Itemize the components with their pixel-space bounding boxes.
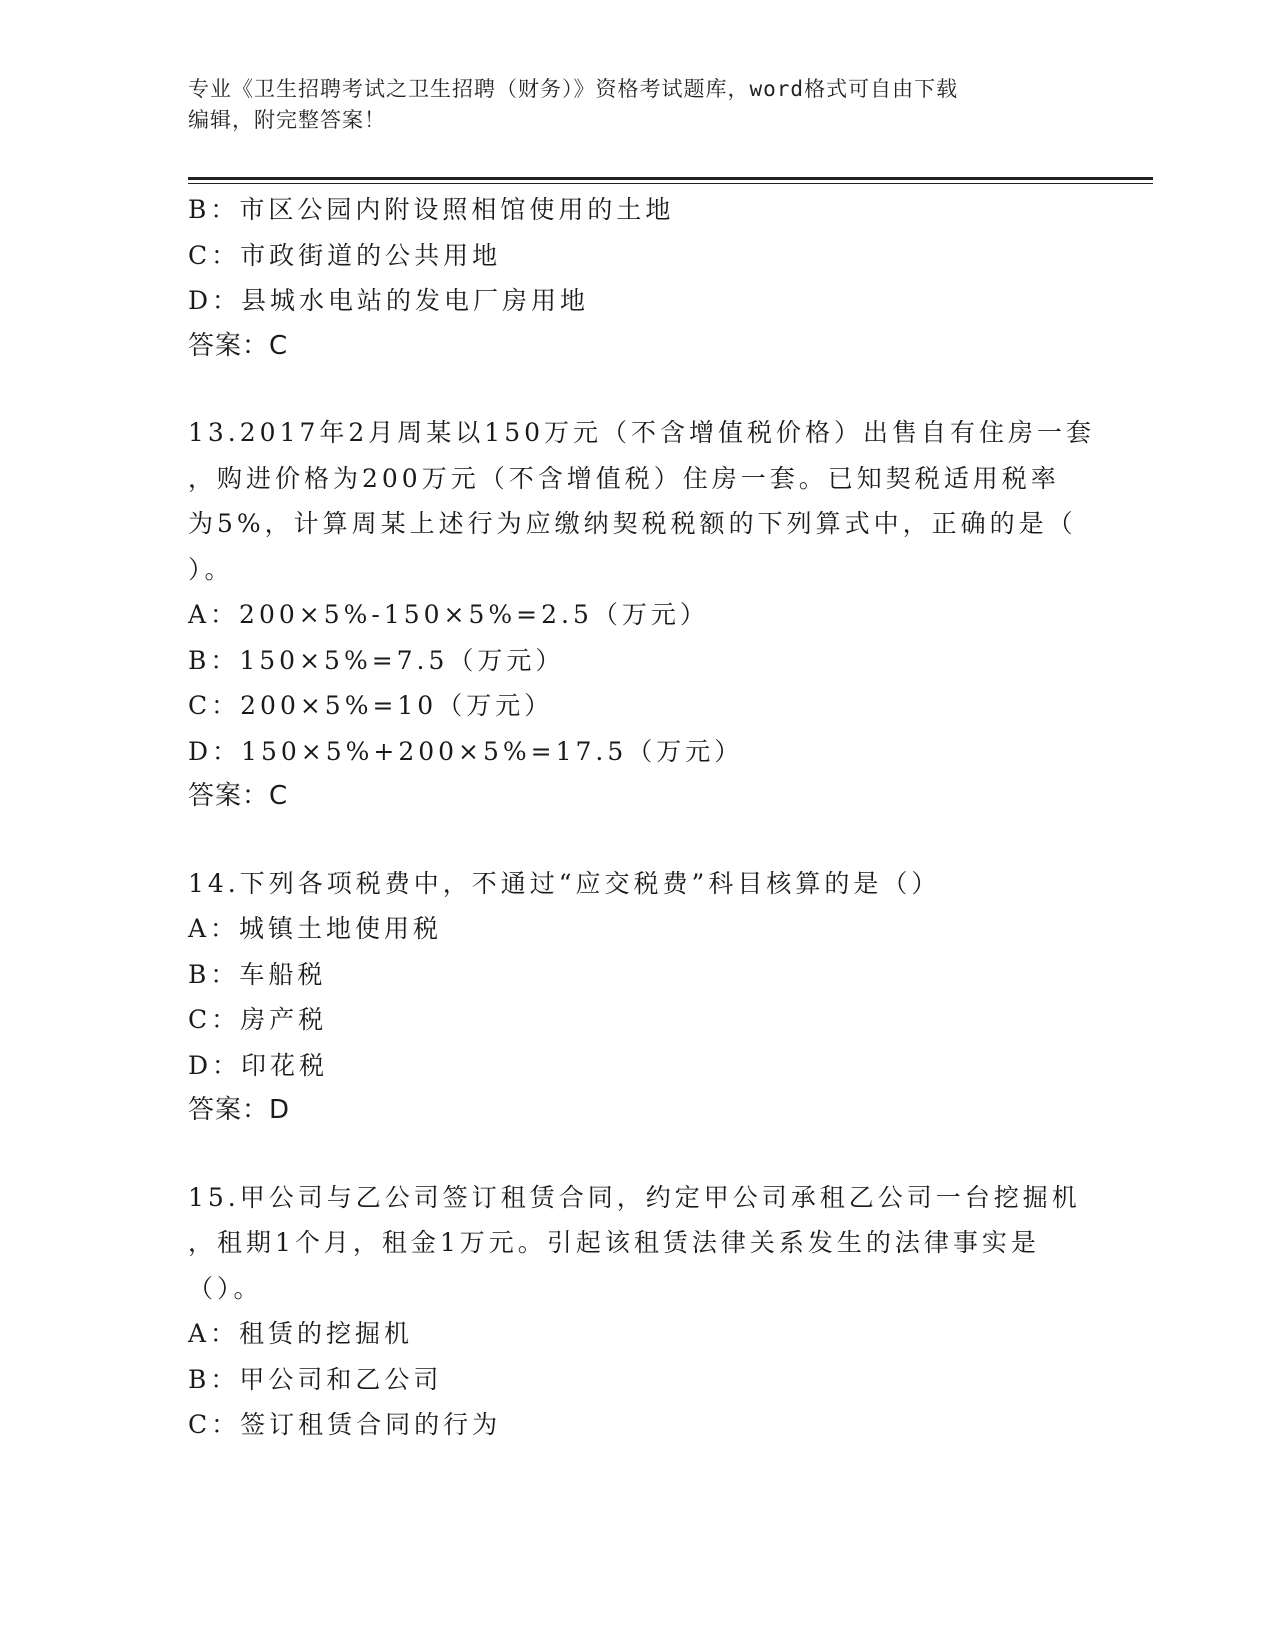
answer-text: 答案：C xyxy=(188,781,289,811)
answer-text: 答案：D xyxy=(188,1095,291,1125)
option-d: D：印花税 xyxy=(188,1050,329,1080)
option-c: C：市政街道的公共用地 xyxy=(188,240,502,270)
header-line-2: 编辑，附完整答案！ xyxy=(188,108,386,132)
question-stem xyxy=(188,410,1096,592)
stem-line: 15.甲公司与乙公司签订租赁合同，约定甲公司承租乙公司一台挖掘机 xyxy=(188,1182,1081,1212)
option-b: B：150×5%=7.5（万元） xyxy=(188,645,565,675)
option-c: C：200×5%=10（万元） xyxy=(188,691,554,720)
option-c: C：房产税 xyxy=(188,1005,328,1034)
option-a: A：租赁的挖掘机 xyxy=(188,1319,414,1348)
stem-line: 13.2017年2月周某以150万元（不含增值税价格）出售自有住房一套 xyxy=(188,418,1096,447)
option-a: A：城镇土地使用税 xyxy=(188,914,443,943)
header-divider-thick xyxy=(188,177,1153,180)
prev-question xyxy=(188,187,1088,369)
spacer xyxy=(188,1134,1088,1175)
option-d: D：150×5%+200×5%=17.5（万元） xyxy=(188,736,744,766)
answer-text: 答案：C xyxy=(188,330,289,361)
stem-line: ，购进价格为200万元（不含增值税）住房一套。已知契税适用税率 xyxy=(188,463,1060,493)
option-b: B：车船税 xyxy=(188,959,327,989)
question-13 xyxy=(188,410,1096,820)
document-header xyxy=(188,74,1088,136)
question-content xyxy=(188,187,1096,1448)
question-stem xyxy=(188,1175,1088,1312)
question-15 xyxy=(188,1175,1088,1448)
option-a: A：200×5%-150×5%=2.5（万元） xyxy=(188,600,709,629)
header-line-1: 专业《卫生招聘考试之卫生招聘（财务）》资格考试题库，word格式可自由下载 xyxy=(188,77,959,101)
spacer xyxy=(188,820,1088,861)
stem-line: （）。 xyxy=(188,1273,263,1303)
option-b: B：市区公园内附设照相馆使用的土地 xyxy=(188,195,675,224)
option-c: C：签订租赁合同的行为 xyxy=(188,1410,502,1439)
stem-line: ）。 xyxy=(188,554,234,584)
stem-line: 为5%，计算周某上述行为应缴纳契税税额的下列算式中，正确的是（ xyxy=(188,509,1077,538)
spacer xyxy=(188,369,1088,410)
stem-line: 14.下列各项税费中，不通过“应交税费”科目核算的是（） xyxy=(188,868,941,898)
question-14 xyxy=(188,861,1088,1134)
header-divider-thin xyxy=(188,183,1153,184)
option-b: B：甲公司和乙公司 xyxy=(188,1364,443,1394)
option-d: D：县城水电站的发电厂房用地 xyxy=(188,286,590,315)
stem-line: ，租期1个月，租金1万元。引起该租赁法律关系发生的法律事实是 xyxy=(188,1228,1040,1257)
question-stem xyxy=(188,861,1088,907)
